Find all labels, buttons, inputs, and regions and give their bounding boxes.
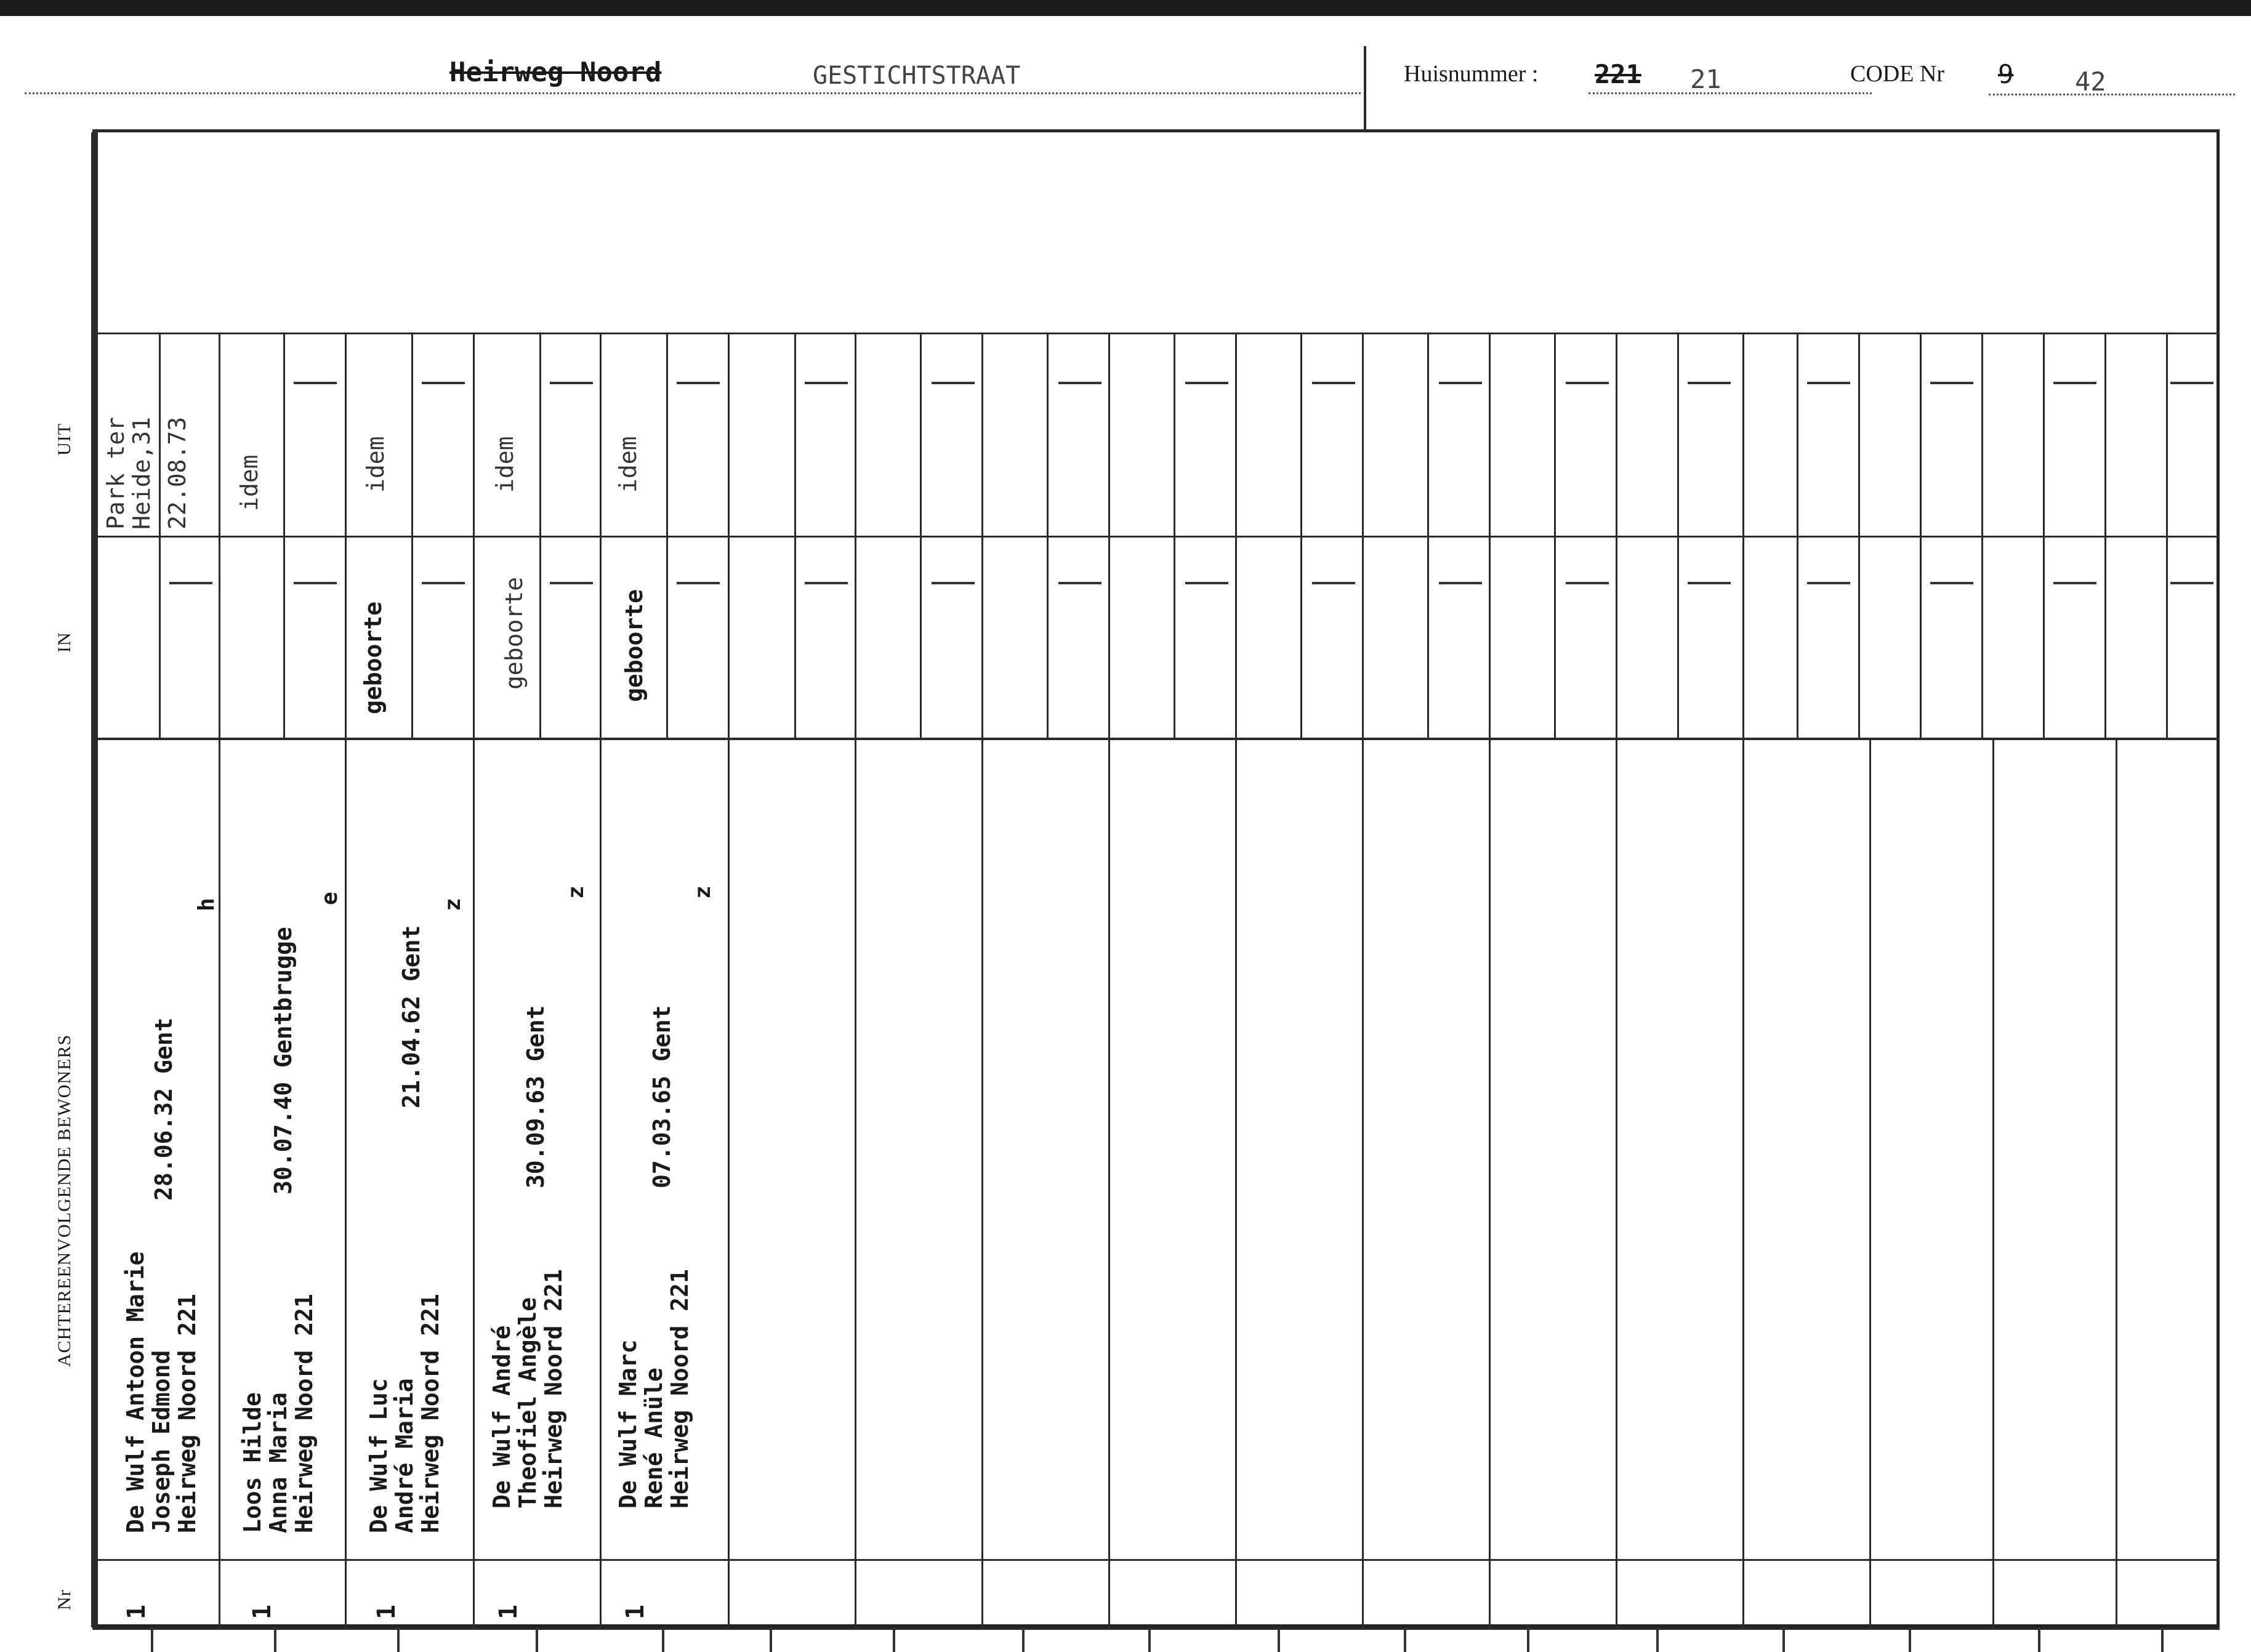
street-underline	[25, 92, 1361, 94]
sub-column-divider	[1427, 334, 1429, 739]
resident-code: z	[563, 885, 589, 899]
edge-tick	[1527, 1627, 1529, 1652]
scan-top-edge	[0, 0, 2251, 16]
empty-entry-dash	[422, 582, 465, 584]
resident-code: z	[440, 898, 465, 911]
sub-column-divider	[539, 334, 541, 739]
resident-code: h	[194, 898, 219, 911]
empty-entry-dash	[1930, 382, 1973, 384]
empty-entry-dash	[1807, 382, 1850, 384]
sub-column-divider	[283, 334, 285, 739]
sub-column-divider	[600, 334, 602, 739]
resident-nr: 1	[621, 1604, 650, 1619]
sub-column-divider	[855, 334, 856, 739]
empty-entry-dash	[1807, 582, 1850, 584]
sub-column-divider	[411, 334, 413, 739]
empty-entry-dash	[1566, 582, 1609, 584]
edge-tick	[536, 1627, 538, 1652]
empty-entry-dash	[1439, 382, 1482, 384]
resident-birth: 28.06.32 Gent	[150, 1017, 177, 1201]
column-divider	[1869, 739, 1871, 1627]
sub-column-divider	[219, 334, 220, 739]
empty-entry-dash	[1058, 582, 1101, 584]
column-divider	[473, 739, 475, 1627]
sub-column-divider	[473, 334, 475, 739]
column-divider	[2116, 739, 2117, 1627]
column-divider	[1235, 739, 1237, 1627]
resident-uit: idem	[362, 436, 389, 493]
resident-nr: 1	[494, 1604, 523, 1619]
code-number-old: 9	[1998, 59, 2014, 89]
edge-tick	[1909, 1627, 1911, 1652]
empty-entry-dash	[550, 382, 593, 384]
street-new-name: GESTICHTSTRAAT	[813, 62, 1021, 90]
edge-tick	[1022, 1627, 1025, 1652]
house-number-new: 21	[1690, 64, 1721, 94]
header-divider	[1364, 46, 1366, 132]
column-divider	[1362, 739, 1364, 1627]
sub-column-divider	[794, 334, 796, 739]
edge-tick	[1656, 1627, 1659, 1652]
column-divider	[855, 739, 856, 1627]
sub-column-divider	[1174, 334, 1175, 739]
resident-nr: 1	[123, 1604, 151, 1619]
sub-column-divider	[2166, 334, 2168, 739]
sub-column-divider	[1047, 334, 1049, 739]
sub-column-divider	[159, 334, 161, 739]
sub-column-divider	[920, 334, 922, 739]
empty-entry-dash	[2053, 382, 2096, 384]
empty-entry-dash	[805, 382, 848, 384]
column-divider	[728, 739, 730, 1627]
empty-entry-dash	[550, 582, 593, 584]
empty-entry-dash	[1439, 582, 1482, 584]
column-label-bewoners: ACHTEREENVOLGENDE BEWONERS	[54, 1034, 74, 1367]
sub-column-divider	[1489, 334, 1491, 739]
empty-entry-dash	[2170, 582, 2213, 584]
empty-entry-dash	[932, 382, 975, 384]
empty-entry-dash	[1930, 582, 1973, 584]
frame-top	[92, 129, 2220, 132]
sub-column-divider	[1362, 334, 1364, 739]
resident-in: geboorte	[501, 576, 528, 690]
column-divider	[345, 739, 347, 1627]
resident-birth: 30.07.40 Gentbrugge	[270, 927, 297, 1195]
empty-entry-dash	[1185, 382, 1228, 384]
empty-entry-dash	[169, 582, 212, 584]
sub-column-divider	[2104, 334, 2106, 739]
resident-uit: idem	[614, 436, 642, 493]
empty-entry-dash	[932, 582, 975, 584]
sub-column-divider	[1797, 334, 1798, 739]
sub-column-divider	[1920, 334, 1922, 739]
edge-tick	[662, 1627, 664, 1652]
resident-name: De Wulf André Theofiel Angèle Heirweg Noord 221	[488, 1269, 567, 1509]
label-column-divider	[94, 132, 97, 1627]
resident-name: Loos Hilde Anna Maria Heirweg Noord 221	[239, 1294, 318, 1533]
edge-tick	[1148, 1627, 1151, 1652]
street-name: Heirweg Noord	[449, 57, 662, 88]
empty-entry-dash	[294, 582, 337, 584]
sub-column-divider	[1108, 334, 1110, 739]
empty-entry-dash	[677, 382, 720, 384]
column-divider	[219, 739, 220, 1627]
code-number-new: 42	[2075, 66, 2106, 97]
edge-tick	[893, 1627, 895, 1652]
column-divider	[1616, 739, 1617, 1627]
sub-column-divider	[1235, 334, 1237, 739]
resident-nr: 1	[248, 1604, 276, 1619]
edge-tick	[1278, 1627, 1280, 1652]
sub-column-divider	[1742, 334, 1744, 739]
resident-birth: 30.09.63 Gent	[522, 1005, 549, 1188]
resident-in: geboorte	[621, 589, 648, 702]
empty-entry-dash	[294, 382, 337, 384]
column-divider	[600, 739, 602, 1627]
sub-column-divider	[1981, 334, 1983, 739]
edge-tick	[274, 1627, 276, 1652]
empty-entry-dash	[422, 382, 465, 384]
empty-entry-dash	[2053, 582, 2096, 584]
sub-column-divider	[981, 334, 983, 739]
frame-bottom	[92, 1627, 2220, 1630]
resident-name: De Wulf Antoon Marie Joseph Edmond Heirweg Noord 221	[122, 1251, 201, 1533]
sub-column-divider	[1858, 334, 1860, 739]
sub-column-divider	[1300, 334, 1302, 739]
column-label-uit: UIT	[54, 423, 74, 456]
sub-column-divider	[1677, 334, 1679, 739]
column-divider	[1992, 739, 1994, 1627]
resident-nr: 1	[372, 1604, 401, 1619]
sub-column-divider	[728, 334, 730, 739]
empty-entry-dash	[1312, 382, 1355, 384]
house-number-underline	[1589, 92, 1872, 94]
resident-birth: 21.04.62 Gent	[398, 925, 425, 1108]
empty-entry-dash	[2170, 382, 2213, 384]
resident-name: De Wulf Luc André Maria Heirweg Noord 221	[365, 1294, 444, 1533]
house-number-old: 221	[1595, 59, 1641, 89]
edge-tick	[770, 1627, 772, 1652]
sub-column-divider	[1616, 334, 1617, 739]
edge-tick	[1404, 1627, 1406, 1652]
resident-birth: 07.03.65 Gent	[648, 1005, 675, 1188]
resident-uit-date: 22.08.73	[164, 416, 191, 530]
column-label-in: IN	[54, 632, 74, 653]
empty-entry-dash	[1688, 582, 1731, 584]
resident-uit-place: Park ter Heide,31	[102, 416, 155, 530]
resident-uit: idem	[491, 436, 518, 493]
column-divider	[981, 739, 983, 1627]
resident-code: e	[317, 892, 342, 905]
resident-code: z	[690, 885, 715, 899]
empty-entry-dash	[1185, 582, 1228, 584]
edge-tick	[2161, 1627, 2164, 1652]
code-underline	[1989, 94, 2235, 95]
sub-column-divider	[1554, 334, 1556, 739]
empty-entry-dash	[805, 582, 848, 584]
empty-entry-dash	[1566, 382, 1609, 384]
resident-uit: idem	[236, 454, 263, 511]
edge-tick	[2038, 1627, 2040, 1652]
house-number-label: Huisnummer :	[1404, 61, 1539, 87]
empty-entry-dash	[1058, 382, 1101, 384]
empty-entry-dash	[1688, 382, 1731, 384]
sub-column-divider	[666, 334, 668, 739]
sub-column-divider	[345, 334, 347, 739]
sub-column-divider	[2043, 334, 2045, 739]
column-divider	[1742, 739, 1744, 1627]
edge-tick	[397, 1627, 400, 1652]
row-divider-bewoners-nr	[92, 1559, 2220, 1561]
edge-tick	[151, 1627, 153, 1652]
empty-entry-dash	[1312, 582, 1355, 584]
edge-tick	[1782, 1627, 1785, 1652]
column-divider	[1108, 739, 1110, 1627]
empty-entry-dash	[677, 582, 720, 584]
code-label: CODE Nr	[1850, 61, 1945, 87]
column-divider	[1489, 739, 1491, 1627]
column-label-nr: Nr	[54, 1589, 74, 1610]
resident-in: geboorte	[360, 601, 387, 714]
resident-name: De Wulf Marc René Anüle Heirweg Noord 221	[614, 1269, 693, 1509]
